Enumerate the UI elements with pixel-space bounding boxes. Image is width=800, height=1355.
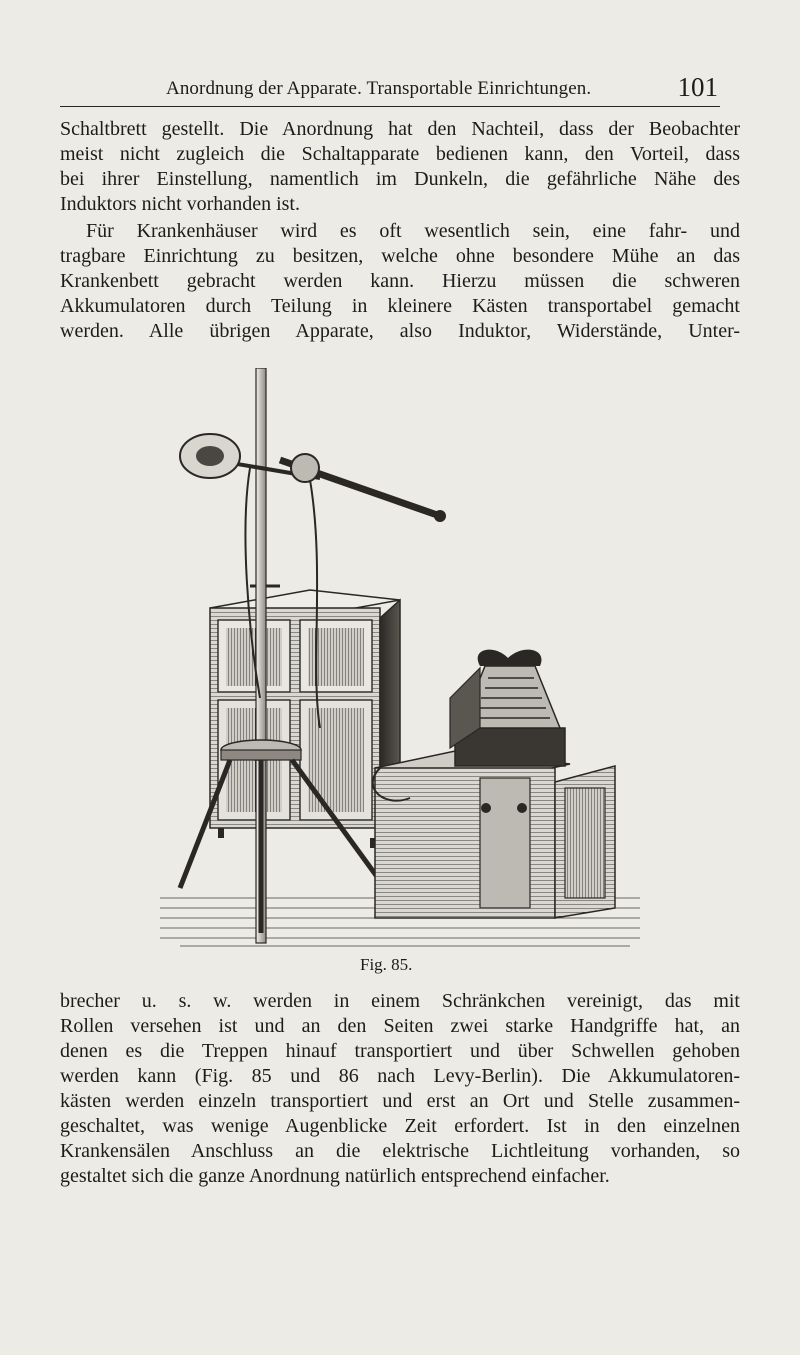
page-number: 101 bbox=[677, 72, 718, 102]
running-header bbox=[60, 72, 720, 107]
text-line: Krankensälen Anschluss an die elektrische Lichtleitung vorhanden, so bbox=[60, 1140, 740, 1162]
text-line: werden. Alle übrigen Apparate, also Induktor, Widerstände, Unter- bbox=[60, 320, 740, 342]
running-title: Anordnung der Apparate. Transportable Einrichtungen. bbox=[166, 78, 592, 99]
text-line: brecher u. s. w. werden in einem Schränkchen vereinigt, das mit bbox=[60, 990, 740, 1012]
text-line: kästen werden einzeln transportiert und erst an Ort und Stelle zusammen- bbox=[60, 1090, 740, 1112]
paragraph-hospitals bbox=[60, 219, 740, 344]
text-line: gestaltet sich die ganze Anordnung natürlich entsprechend einfacher. bbox=[60, 1165, 610, 1187]
text-line: Induktors nicht vorhanden ist. bbox=[60, 193, 300, 215]
text-line: bei ihrer Einstellung, namentlich im Dunkeln, die gefährliche Nähe des bbox=[60, 168, 740, 190]
text-line: Schaltbrett gestellt. Die Anordnung hat den Nachteil, dass der Beobachter bbox=[60, 118, 740, 140]
text-line: meist nicht zugleich die Schaltapparate bedienen kann, den Vorteil, dass bbox=[60, 143, 740, 165]
text-line: tragbare Einrichtung zu besitzen, welche ohne besondere Mühe an das bbox=[60, 245, 740, 267]
paragraph-cabinet bbox=[60, 989, 740, 1189]
text-line: Krankenbett gebracht werden kann. Hierzu müssen die schweren bbox=[60, 270, 740, 292]
figure-85-illustration bbox=[150, 368, 650, 948]
text-line: Akkumulatoren durch Teilung in kleinere Kästen transportabel gemacht bbox=[60, 295, 740, 317]
text-line: Für Krankenhäuser wird es oft wesentlich sein, eine fahr- und bbox=[86, 220, 740, 242]
paragraph-continuation bbox=[60, 117, 740, 217]
battery-boxes bbox=[373, 750, 615, 918]
text-line: denen es die Treppen hinauf transportiert und über Schwellen gehoben bbox=[60, 1040, 740, 1062]
text-line: geschaltet, was wenige Augenblicke Zeit erfordert. Ist in den einzelnen bbox=[60, 1115, 740, 1137]
figure-caption: Fig. 85. bbox=[360, 955, 413, 974]
interruptor bbox=[450, 650, 565, 766]
text-line: werden kann (Fig. 85 und 86 nach Levy-Berlin). Die Akkumulatoren- bbox=[60, 1065, 740, 1087]
cabinet bbox=[210, 586, 400, 848]
text-line: Rollen versehen ist und an den Seiten zwei starke Handgriffe hat, an bbox=[60, 1015, 740, 1037]
